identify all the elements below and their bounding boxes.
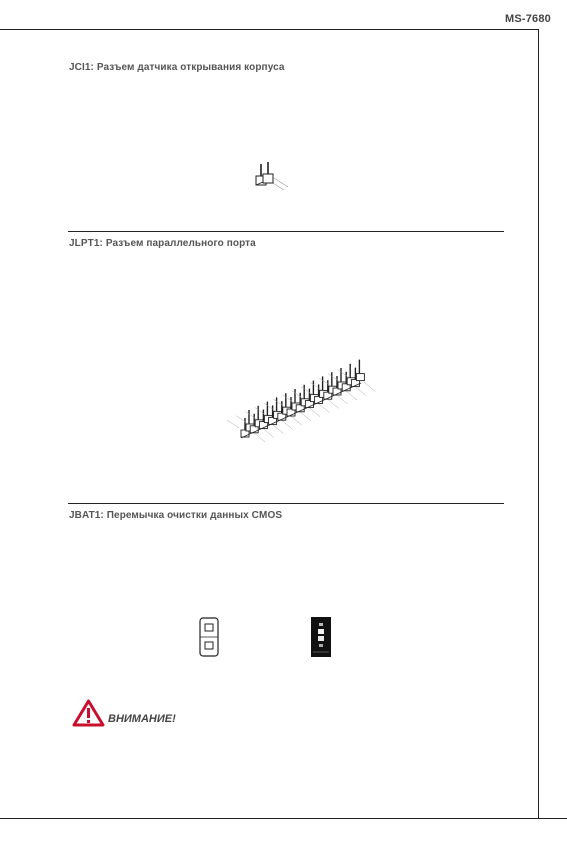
page-frame-top [0,29,539,30]
section-divider-2 [68,503,504,504]
page-frame-bottom [0,818,567,819]
jci1-connector-diagram [250,160,290,194]
section-title-jlpt1: JLPT1: Разъем параллельного порта [69,238,256,249]
section-title-jci1: JCI1: Разъем датчика открывания корпуса [69,62,285,73]
warning-label: ВНИМАНИЕ! [108,713,176,725]
warning-triangle-icon [72,699,105,727]
jbat1-photo-diagram [311,617,331,657]
model-label: MS-7680 [504,13,551,25]
jbat1-jumper-diagram [199,617,219,657]
page-frame-right [538,29,539,819]
section-title-jbat1: JBAT1: Перемычка очистки данных CMOS [69,510,283,521]
section-divider-1 [68,231,504,232]
jlpt1-connector-diagram [225,358,385,450]
